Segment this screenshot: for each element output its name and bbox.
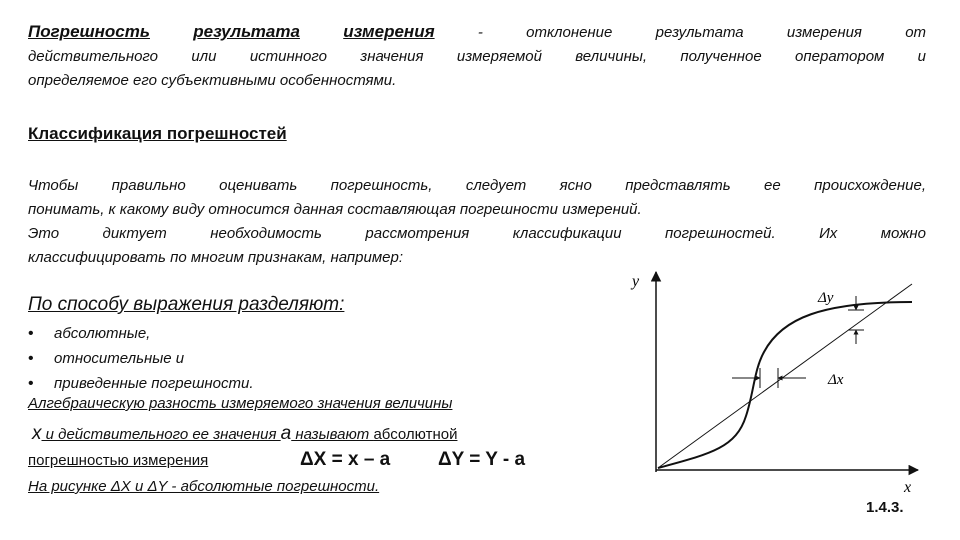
x-axis-label: x <box>904 479 912 496</box>
formula-delta-x: ΔX = x – a <box>300 449 391 470</box>
list-item: • относительные и <box>28 348 254 373</box>
intro-line-4: классифицировать по многим признакам, например: <box>28 249 403 266</box>
delta-y-label: Δy <box>818 290 834 306</box>
absolute-definition-called: называют <box>291 426 374 443</box>
error-graph <box>600 262 930 502</box>
figure-number: 1.4.3. <box>866 499 904 516</box>
absolute-definition-mid: и действительного ее значения <box>41 426 281 443</box>
definition-line-1-rest: отклонение результата измерения от <box>526 24 927 41</box>
definition-term-1: Погрешность <box>28 22 150 41</box>
definition-term-3: измерения <box>343 22 435 41</box>
definition-line-1 <box>28 20 926 45</box>
intro-line-3: Это диктует необходимость рассмотрения классификации погрешностей. Их можно <box>28 225 926 242</box>
real-curve <box>658 302 912 468</box>
y-axis-label: y <box>632 273 640 290</box>
definition-term-2: результата <box>193 22 300 41</box>
absolute-word: абсолютной <box>373 426 458 443</box>
variable-a: a <box>280 423 292 444</box>
classification-heading: Классификация погрешностей <box>28 124 287 143</box>
absolute-definition-line <box>28 423 568 445</box>
intro-paragraph <box>28 174 926 270</box>
variable-x: x <box>32 423 42 444</box>
error-types-list <box>28 323 254 398</box>
by-expression-heading: По способу выражения разделяют: <box>28 294 345 315</box>
definition-line-3: определяемое его субъективными особенностями. <box>28 72 397 89</box>
absolute-error-term: погрешностью измерения <box>28 452 209 469</box>
list-item: • абсолютные, <box>28 323 254 348</box>
delta-x-label: Δx <box>828 372 844 388</box>
intro-line-2: понимать, к какому виду относится данная составляющая погрешности измерений. <box>28 201 642 218</box>
figure-caption: На рисунке ΔX и ΔY - абсолютные погрешности. <box>28 478 380 495</box>
definition-line-2: действительного или истинного значения измеряемой величины, полученное оператором и <box>28 48 926 65</box>
definition-paragraph <box>28 20 926 93</box>
list-item: • приведенные погрешности. <box>28 373 254 398</box>
ideal-line <box>658 284 912 468</box>
algebraic-difference-text: Алгебраическую разность измеряемого значения величины <box>28 395 453 412</box>
definition-dash: - <box>477 24 527 41</box>
intro-line-1: Чтобы правильно оценивать погрешность, следует ясно представлять ее происхождение, <box>28 177 926 194</box>
formula-delta-y: ΔY = Y - a <box>438 449 526 470</box>
